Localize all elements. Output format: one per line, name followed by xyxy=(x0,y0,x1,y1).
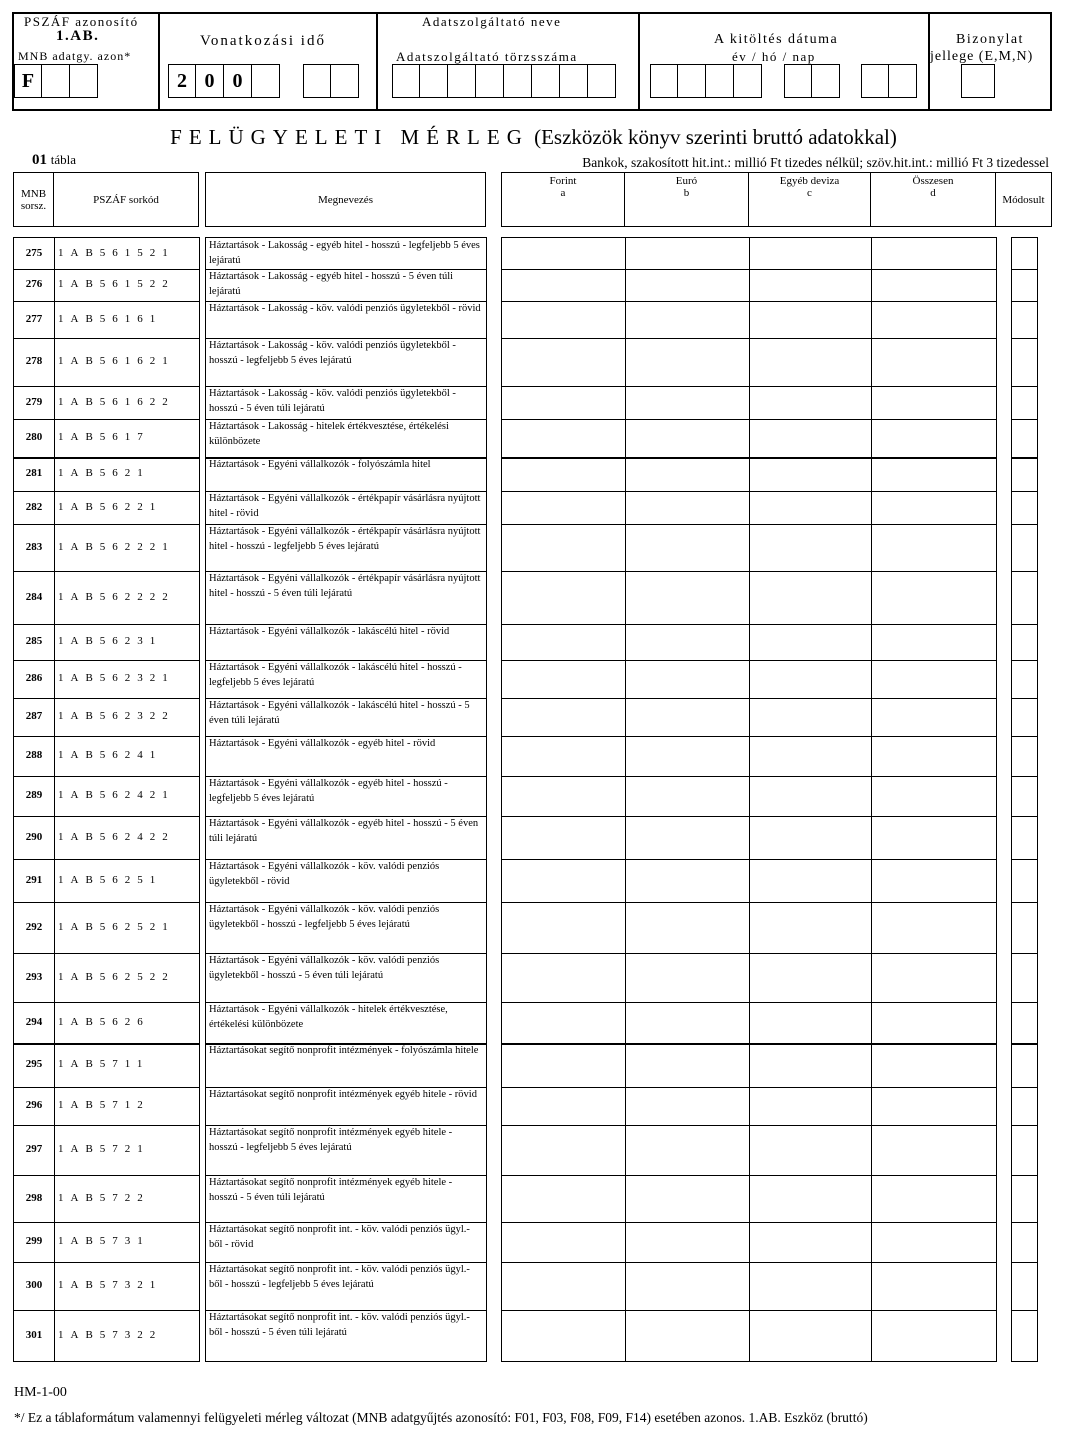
row-code: 1AB56221 xyxy=(58,500,163,513)
row-number: 276 xyxy=(25,278,43,290)
row-description: Háztartások - Lakosság - hitelek értékvesztése, értékelési különbözete xyxy=(209,421,449,447)
table-row-left xyxy=(14,1087,199,1126)
row-code: 1AB56231 xyxy=(58,635,163,647)
provider-name-label: Adatszolgáltató neve xyxy=(422,14,562,29)
row-description: Háztartások - Egyéni vállalkozók - lakáscélú hitel - hosszú - legfeljebb 5 éves lejáratú xyxy=(209,662,462,688)
table-row-mod[interactable] xyxy=(1012,269,1037,302)
table-row-desc xyxy=(206,1175,486,1223)
ref-period-boxes-2 xyxy=(303,64,359,98)
col-forint xyxy=(501,172,625,227)
fill-day-boxes xyxy=(861,64,917,98)
table-row-mod[interactable] xyxy=(1012,1175,1037,1223)
col-total xyxy=(871,172,996,227)
row-code: 1AB561622 xyxy=(58,395,175,408)
row-code: 1AB5712 xyxy=(58,1099,150,1111)
table-row-mod[interactable] xyxy=(1012,816,1037,860)
table-row-mod[interactable] xyxy=(1012,238,1037,270)
row-description: Háztartásokat segítő nonprofit intézmények egyéb hitele - hosszú - legfeljebb 5 éves lejáratú xyxy=(209,1127,453,1153)
table-row-mod[interactable] xyxy=(1012,301,1037,339)
table-row-left xyxy=(14,902,199,954)
table-row-mod[interactable] xyxy=(1012,776,1037,817)
row-description: Háztartásokat segítő nonprofit int. - köv. valódi penziós ügyl.-ből - hosszú - legfeljebb 5 éves lejáratú xyxy=(209,1264,470,1290)
table-row-vals[interactable] xyxy=(502,1222,996,1263)
header-divider xyxy=(158,14,160,109)
row-code: 1AB5721 xyxy=(58,1143,150,1155)
table-row-vals[interactable] xyxy=(502,386,996,420)
table-row-mod[interactable] xyxy=(1012,419,1037,459)
row-code: 1AB562522 xyxy=(58,970,175,983)
row-number: 293 xyxy=(25,970,43,983)
form-code: HM-1-00 xyxy=(14,1385,67,1400)
table-row-desc xyxy=(206,386,486,420)
row-code: 1AB5722 xyxy=(58,1191,150,1204)
row-code: 1AB56251 xyxy=(58,873,163,886)
col-euro xyxy=(625,172,749,227)
ref-period-box[interactable]: 0 xyxy=(196,64,224,98)
row-description: Háztartások - Lakosság - köv. valódi penziós ügyletekből - hosszú - 5 éven túli lejáratú xyxy=(209,388,456,414)
table-row-mod[interactable] xyxy=(1012,902,1037,954)
provider-id-box[interactable] xyxy=(420,64,448,98)
row-code: 1AB5711 xyxy=(58,1058,150,1070)
row-description: Háztartásokat segítő nonprofit intézmények egyéb hitele - hosszú - 5 éven túli lejáratú xyxy=(209,1177,453,1203)
table-row-desc xyxy=(206,776,486,817)
table-row-left xyxy=(14,859,199,903)
row-code: 1AB562422 xyxy=(58,830,175,843)
table-row-vals[interactable] xyxy=(502,419,996,459)
table-row-mod[interactable] xyxy=(1012,698,1037,737)
row-number: 277 xyxy=(25,312,43,325)
row-code: 1AB56161 xyxy=(58,312,163,325)
table-row-left xyxy=(14,1125,199,1176)
ref-period-box[interactable]: 2 xyxy=(168,64,196,98)
table-row-mod[interactable] xyxy=(1012,338,1037,387)
table-row-desc xyxy=(206,571,486,625)
col-total-letter: d xyxy=(930,187,936,199)
table-row-vals[interactable] xyxy=(502,816,996,860)
pszaf-label: PSZÁF azonosító xyxy=(24,14,139,29)
row-code: 1AB562521 xyxy=(58,920,175,933)
doc-type-box[interactable] xyxy=(961,64,995,98)
row-description: Háztartások - Egyéni vállalkozók - lakáscélú hitel - hosszú - 5 éven túli lejáratú xyxy=(209,700,470,726)
col-code-label: PSZÁF sorkód xyxy=(93,193,159,206)
table-row-vals[interactable] xyxy=(502,571,996,625)
reference-period-label: Vonatkozási idő xyxy=(200,33,326,49)
table-row-mod[interactable] xyxy=(1012,736,1037,777)
table-row-vals[interactable] xyxy=(502,698,996,737)
table-row-desc xyxy=(206,1002,486,1045)
row-number: 287 xyxy=(25,710,43,722)
table-row-left xyxy=(14,660,199,699)
table-row-vals[interactable] xyxy=(502,902,996,954)
table-row-left xyxy=(14,1262,199,1311)
table-row-desc xyxy=(206,419,486,459)
footer-note: */ Ez a táblaformátum valamennyi felügyeleti mérleg változat (MNB adatgyűjtés azonosító: F01, F03, F08, F09, F14) esetében azonos. 1.AB. Eszköz (bruttó) xyxy=(14,1410,868,1425)
row-description: Háztartások - Lakosság - köv. valódi penziós ügyletekből - hosszú - legfeljebb 5 éves lejáratú xyxy=(209,340,456,366)
table-row-desc xyxy=(206,238,486,270)
row-number: 298 xyxy=(25,1191,43,1204)
fill-date-sub: év / hó / nap xyxy=(732,49,816,64)
table-row-mod[interactable] xyxy=(1012,1043,1037,1088)
row-number: 300 xyxy=(25,1279,43,1291)
table-row-vals[interactable] xyxy=(502,776,996,817)
table-row-left xyxy=(14,238,199,270)
rows-modified-group xyxy=(1011,237,1038,1362)
table-row-left xyxy=(14,386,199,420)
table-row-left xyxy=(14,338,199,387)
rows-values-group xyxy=(501,237,997,1362)
table-row-left xyxy=(14,1310,199,1362)
fill-date-box[interactable] xyxy=(784,64,812,98)
table-row-desc xyxy=(206,1222,486,1263)
row-number: 279 xyxy=(25,395,43,408)
table-row-left xyxy=(14,419,199,459)
table-row-left xyxy=(14,953,199,1003)
table-row-left xyxy=(14,816,199,860)
table-row-mod[interactable] xyxy=(1012,1310,1037,1362)
fill-date-box[interactable] xyxy=(889,64,917,98)
header-divider xyxy=(376,14,378,109)
row-code: 1AB5621 xyxy=(58,467,150,479)
row-number: 286 xyxy=(25,672,43,684)
row-description: Háztartások - Lakosság - egyéb hitel - hosszú - legfeljebb 5 éves lejáratú xyxy=(209,240,480,266)
table-row-left xyxy=(14,1175,199,1223)
row-number: 280 xyxy=(25,431,43,443)
row-description: Háztartások - Egyéni vállalkozók - egyéb hitel - hosszú - legfeljebb 5 éves lejáratú xyxy=(209,778,448,804)
row-description: Háztartásokat segítő nonprofit intézmények - folyószámla hitele xyxy=(209,1045,479,1056)
row-code: 1AB56241 xyxy=(58,749,163,761)
col-euro-letter: b xyxy=(683,187,690,199)
table-number-value: 01 xyxy=(32,152,47,168)
table-row-desc xyxy=(206,301,486,339)
table-row-desc xyxy=(206,1262,486,1311)
doc-type-boxes xyxy=(961,64,995,98)
table-row-mod[interactable] xyxy=(1012,624,1037,661)
row-description: Háztartások - Lakosság - köv. valódi penziós ügyletekből - rövid xyxy=(209,303,481,314)
col-mnb-2: sorsz. xyxy=(20,199,47,212)
ref-period-box[interactable] xyxy=(331,64,359,98)
row-description: Háztartásokat segítő nonprofit intézmények egyéb hitele - rövid xyxy=(209,1089,477,1100)
mnb-id-box[interactable] xyxy=(42,64,70,98)
row-description: Háztartások - Egyéni vállalkozók - köv. valódi penziós ügyletekből - hosszú - 5 éven túli lejáratú xyxy=(209,955,440,981)
rows-desc-group xyxy=(205,237,487,1362)
col-modified-label: Módosult xyxy=(1002,193,1045,206)
table-row-mod[interactable] xyxy=(1012,859,1037,903)
fill-date-box[interactable] xyxy=(650,64,678,98)
mnb-id-box[interactable]: F xyxy=(14,64,42,98)
table-row-desc xyxy=(206,859,486,903)
table-row-desc xyxy=(206,269,486,302)
table-row-vals[interactable] xyxy=(502,238,996,270)
row-description: Háztartások - Lakosság - egyéb hitel - hosszú - 5 éven túli lejáratú xyxy=(209,271,454,297)
table-row-vals[interactable] xyxy=(502,301,996,339)
table-row-desc xyxy=(206,1043,486,1088)
table-row-vals[interactable] xyxy=(502,1262,996,1311)
table-row-mod[interactable] xyxy=(1012,660,1037,699)
row-code: 1AB5626 xyxy=(58,1015,150,1028)
row-description: Háztartások - Egyéni vállalkozók - egyéb hitel - hosszú - 5 éven túli lejáratú xyxy=(209,818,479,844)
fill-date-label: A kitöltés dátuma xyxy=(714,32,839,47)
table-row-vals[interactable] xyxy=(502,1310,996,1362)
row-number: 296 xyxy=(25,1099,43,1111)
table-number xyxy=(32,152,76,169)
row-number: 291 xyxy=(25,873,43,886)
ref-period-box[interactable]: 0 xyxy=(224,64,252,98)
table-row-vals[interactable] xyxy=(502,660,996,699)
row-number: 290 xyxy=(25,830,43,843)
table-row-mod[interactable] xyxy=(1012,571,1037,625)
row-description: Háztartások - Egyéni vállalkozók - egyéb hitel - rövid xyxy=(209,738,436,749)
row-number: 299 xyxy=(25,1235,43,1247)
table-row-left xyxy=(14,624,199,661)
fill-date-box[interactable] xyxy=(706,64,734,98)
table-row-desc xyxy=(206,902,486,954)
row-number: 283 xyxy=(25,540,43,553)
report-title-main: FELÜGYELETI MÉRLEG xyxy=(170,125,529,149)
row-description: Háztartásokat segítő nonprofit int. - köv. valódi penziós ügyl.-ből - hosszú - 5 éven túli lejáratú xyxy=(209,1312,470,1338)
table-row-desc xyxy=(206,736,486,777)
table-row-vals[interactable] xyxy=(502,269,996,302)
provider-id-box[interactable] xyxy=(532,64,560,98)
table-row-left xyxy=(14,776,199,817)
row-code: 1AB562322 xyxy=(58,710,175,722)
mnb-id-box[interactable] xyxy=(70,64,98,98)
row-description: Háztartások - Egyéni vállalkozók - folyószámla hitel xyxy=(209,459,431,470)
row-number: 281 xyxy=(25,467,43,479)
row-number: 297 xyxy=(25,1143,43,1155)
col-other xyxy=(749,172,871,227)
table-row-vals[interactable] xyxy=(502,624,996,661)
row-number: 289 xyxy=(25,789,43,801)
col-forint-label: Forint xyxy=(549,175,577,187)
table-row-left xyxy=(14,736,199,777)
table-row-mod[interactable] xyxy=(1012,386,1037,420)
table-row-vals[interactable] xyxy=(502,1175,996,1223)
table-row-left xyxy=(14,301,199,339)
row-number: 284 xyxy=(25,590,43,603)
row-number: 285 xyxy=(25,635,43,647)
row-description: Háztartások - Egyéni vállalkozók - értékpapír vásárlásra nyújtott hitel - hosszú - 5 éven túli lejáratú xyxy=(209,573,481,599)
table-row-desc xyxy=(206,816,486,860)
col-total-label: Összesen xyxy=(912,175,954,187)
table-row-vals[interactable] xyxy=(502,524,996,572)
row-description: Háztartások - Egyéni vállalkozók - köv. valódi penziós ügyletekből - rövid xyxy=(209,861,440,887)
fill-year-boxes xyxy=(650,64,762,98)
row-number: 288 xyxy=(25,749,43,761)
table-row-desc xyxy=(206,660,486,699)
mnb-label: MNB adatgy. azon* xyxy=(18,49,132,63)
table-row-desc xyxy=(206,698,486,737)
fill-date-box[interactable] xyxy=(734,64,762,98)
table-row-left xyxy=(14,457,199,492)
provider-id-boxes xyxy=(392,64,616,98)
col-name xyxy=(205,172,486,227)
row-number: 292 xyxy=(25,920,43,933)
pszaf-value: 1.AB. xyxy=(56,28,100,44)
table-row-mod[interactable] xyxy=(1012,1262,1037,1311)
table-row-mod[interactable] xyxy=(1012,1002,1037,1045)
row-code: 1AB562222 xyxy=(58,590,175,603)
ref-period-box[interactable] xyxy=(303,64,331,98)
mnb-id-boxes xyxy=(14,64,98,98)
report-title xyxy=(0,125,1067,150)
col-mnb-1: MNB xyxy=(20,187,47,200)
header-divider xyxy=(638,14,640,109)
row-code: 1AB57321 xyxy=(58,1279,163,1291)
table-row-vals[interactable] xyxy=(502,736,996,777)
table-row-left xyxy=(14,269,199,302)
row-description: Háztartások - Egyéni vállalkozók - lakáscélú hitel - rövid xyxy=(209,626,450,637)
provider-id-box[interactable] xyxy=(392,64,420,98)
row-number: 275 xyxy=(25,246,43,259)
table-row-desc xyxy=(206,338,486,387)
col-code xyxy=(54,172,199,227)
table-row-mod[interactable] xyxy=(1012,953,1037,1003)
table-row-mod[interactable] xyxy=(1012,1087,1037,1126)
row-code: 1AB562321 xyxy=(58,672,175,684)
row-description: Háztartások - Egyéni vállalkozók - hitelek értékvesztése, értékelési különbözete xyxy=(209,1004,448,1030)
table-row-mod[interactable] xyxy=(1012,457,1037,492)
table-row-left xyxy=(14,524,199,572)
table-row-vals[interactable] xyxy=(502,491,996,525)
table-row-vals[interactable] xyxy=(502,859,996,903)
provider-id-box[interactable] xyxy=(476,64,504,98)
row-number: 278 xyxy=(25,355,43,367)
table-row-left xyxy=(14,698,199,737)
table-row-vals[interactable] xyxy=(502,1087,996,1126)
col-other-label: Egyéb deviza xyxy=(779,175,840,187)
row-description: Háztartásokat segítő nonprofit int. - köv. valódi penziós ügyl.-ből - rövid xyxy=(209,1224,470,1250)
doc-type-label: Bizonylat xyxy=(956,32,1024,47)
row-code: 1AB562421 xyxy=(58,789,175,801)
row-code: 1AB561621 xyxy=(58,355,175,367)
provider-id-label: Adatszolgáltató törzsszáma xyxy=(396,49,578,64)
table-row-mod[interactable] xyxy=(1012,1222,1037,1263)
row-description: Háztartások - Egyéni vállalkozók - értékpapír vásárlásra nyújtott hitel - hosszú - legfeljebb 5 éves lejáratú xyxy=(209,526,481,552)
table-row-desc xyxy=(206,524,486,572)
table-row-left xyxy=(14,491,199,525)
table-row-vals[interactable] xyxy=(502,338,996,387)
table-row-vals[interactable] xyxy=(502,457,996,492)
fill-date-box[interactable] xyxy=(678,64,706,98)
col-name-label: Megnevezés xyxy=(318,193,373,206)
provider-id-box[interactable] xyxy=(560,64,588,98)
table-row-mod[interactable] xyxy=(1012,524,1037,572)
table-row-vals[interactable] xyxy=(502,1002,996,1045)
col-modified xyxy=(996,172,1052,227)
row-number: 295 xyxy=(25,1058,43,1070)
provider-id-box[interactable] xyxy=(504,64,532,98)
table-word: tábla xyxy=(50,152,77,167)
row-code: 1AB5731 xyxy=(58,1235,150,1247)
table-row-left xyxy=(14,1222,199,1263)
row-code: 1AB562221 xyxy=(58,540,175,553)
col-mnb xyxy=(13,172,54,227)
table-row-vals[interactable] xyxy=(502,1125,996,1176)
row-description: Háztartások - Egyéni vállalkozók - köv. valódi penziós ügyletekből - hosszú - legfeljebb 5 éves lejáratú xyxy=(209,904,440,930)
units-note: Bankok, szakosított hit.int.: millió Ft tizedes nélkül; szöv.hit.int.: millió Ft 3 tizedessel xyxy=(582,155,1049,170)
table-row-vals[interactable] xyxy=(502,1043,996,1088)
ref-period-boxes xyxy=(168,64,280,98)
row-code: 1AB561522 xyxy=(58,278,175,290)
doc-type-label-2: jellege (E,M,N) xyxy=(930,49,1034,64)
fill-date-box[interactable] xyxy=(812,64,840,98)
table-row-left xyxy=(14,1043,199,1088)
row-number: 294 xyxy=(25,1015,43,1028)
row-description: Háztartások - Egyéni vállalkozók - értékpapír vásárlásra nyújtott hitel - rövid xyxy=(209,493,481,519)
col-other-letter: c xyxy=(807,187,812,199)
table-row-desc xyxy=(206,457,486,492)
fill-month-boxes xyxy=(784,64,840,98)
ref-period-box[interactable] xyxy=(252,64,280,98)
table-row-desc xyxy=(206,1125,486,1176)
col-forint-letter: a xyxy=(560,187,566,199)
table-row-mod[interactable] xyxy=(1012,491,1037,525)
col-euro-label: Euró xyxy=(675,175,698,187)
provider-id-box[interactable] xyxy=(588,64,616,98)
row-code: 1AB561521 xyxy=(58,246,175,259)
table-row-desc xyxy=(206,1310,486,1362)
table-row-desc xyxy=(206,953,486,1003)
table-row-desc xyxy=(206,491,486,525)
rows-id-group xyxy=(13,237,200,1362)
table-row-left xyxy=(14,571,199,625)
table-row-desc xyxy=(206,624,486,661)
fill-date-box[interactable] xyxy=(861,64,889,98)
table-row-desc xyxy=(206,1087,486,1126)
provider-id-box[interactable] xyxy=(448,64,476,98)
table-row-vals[interactable] xyxy=(502,953,996,1003)
report-title-sub: (Eszközök könyv szerinti bruttó adatokkal) xyxy=(534,125,897,149)
row-code: 1AB57322 xyxy=(58,1329,163,1341)
table-row-mod[interactable] xyxy=(1012,1125,1037,1176)
row-number: 282 xyxy=(25,500,43,513)
row-number: 301 xyxy=(25,1329,43,1341)
table-row-left xyxy=(14,1002,199,1045)
row-code: 1AB5617 xyxy=(58,431,150,443)
